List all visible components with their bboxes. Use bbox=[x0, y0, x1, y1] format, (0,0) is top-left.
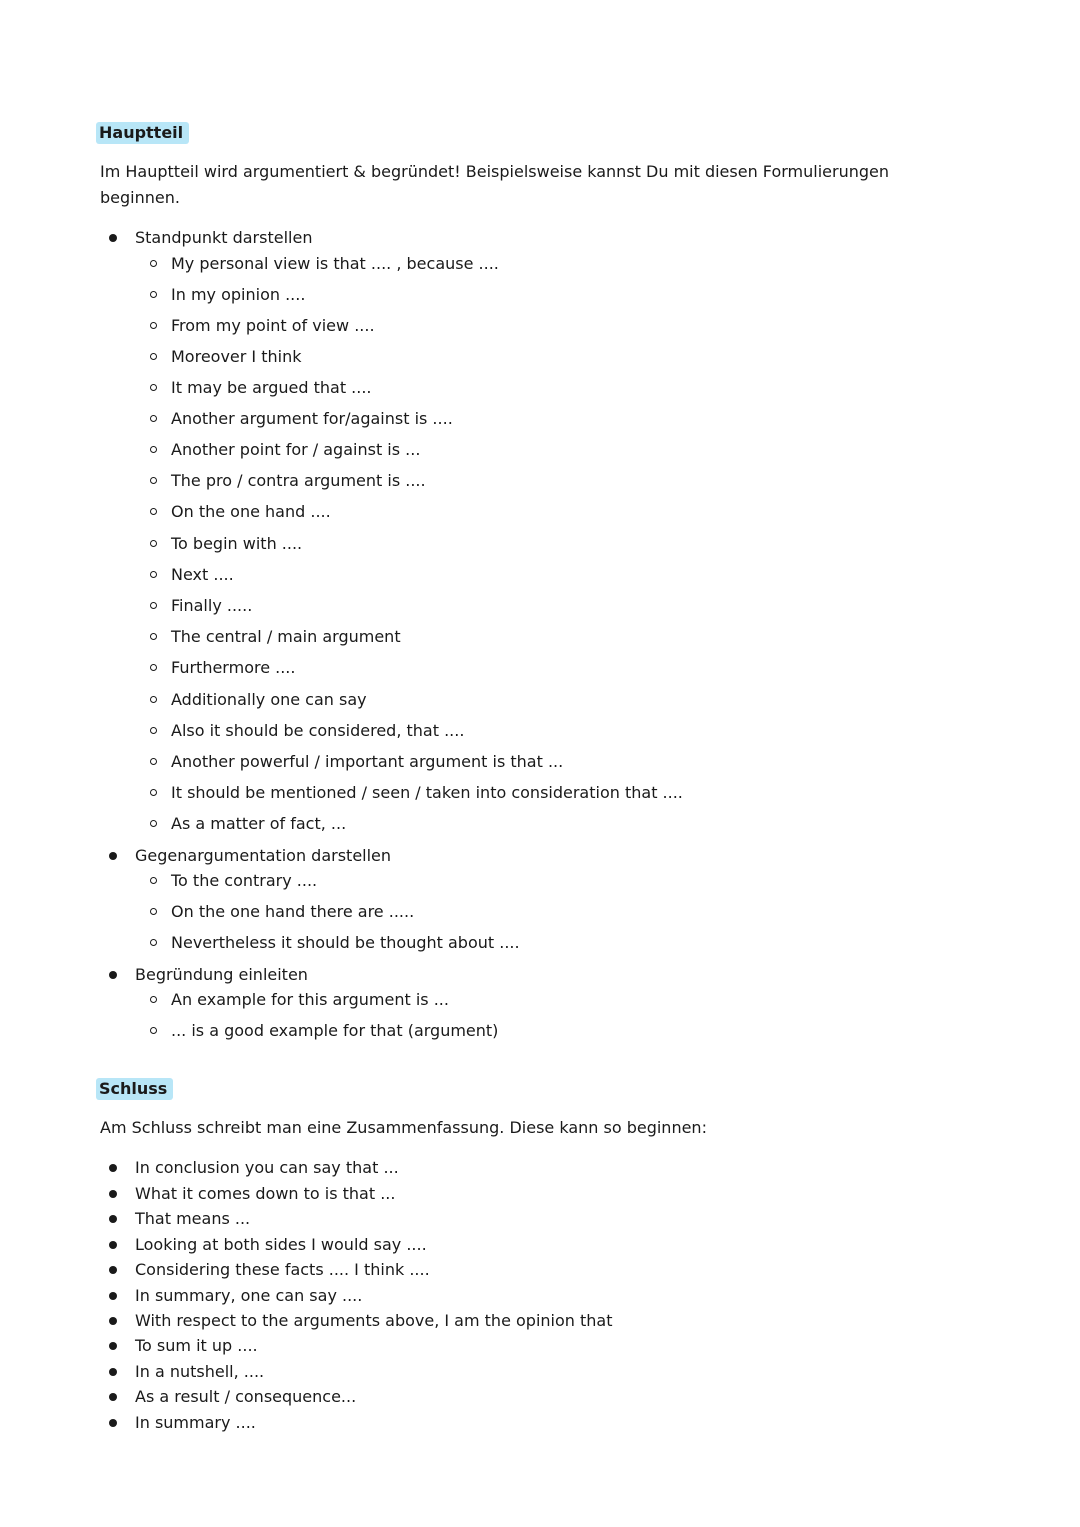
phrase-text: To sum it up .... bbox=[135, 1336, 258, 1355]
phrase-text: ... is a good example for that (argument) bbox=[171, 1021, 499, 1040]
bullet-circle-icon bbox=[150, 996, 157, 1003]
bullet-circle-icon bbox=[150, 758, 157, 765]
phrase-text: My personal view is that .... , because .... bbox=[171, 254, 499, 273]
phrase-text: What it comes down to is that ... bbox=[135, 1184, 396, 1203]
phrase-text: In a nutshell, .... bbox=[135, 1362, 265, 1381]
phrase-text: In summary .... bbox=[135, 1413, 256, 1432]
bullet-circle-icon bbox=[150, 602, 157, 609]
bullet-dot-icon bbox=[109, 1241, 117, 1249]
bullet-circle-icon bbox=[150, 291, 157, 298]
sub-bullet-item bbox=[171, 751, 563, 773]
phrase-text: On the one hand .... bbox=[171, 502, 331, 521]
sub-bullet-item bbox=[171, 870, 317, 892]
bullet-circle-icon bbox=[150, 260, 157, 267]
bullet-item bbox=[135, 1285, 362, 1307]
sub-bullet-item bbox=[171, 626, 401, 648]
phrase-text: Finally ..... bbox=[171, 596, 253, 615]
phrase-text: Nevertheless it should be thought about .... bbox=[171, 933, 520, 952]
sub-bullet-item bbox=[171, 346, 302, 368]
phrase-text: As a matter of fact, ... bbox=[171, 814, 347, 833]
bullet-circle-icon bbox=[150, 415, 157, 422]
group-title: Standpunkt darstellen bbox=[135, 228, 313, 247]
bullet-circle-icon bbox=[150, 789, 157, 796]
bullet-dot-icon bbox=[109, 1368, 117, 1376]
sub-bullet-item bbox=[171, 470, 426, 492]
sub-bullet-item bbox=[171, 284, 305, 306]
bullet-circle-icon bbox=[150, 540, 157, 547]
bullet-item bbox=[135, 1412, 256, 1434]
phrase-text: Another argument for/against is .... bbox=[171, 409, 453, 428]
bullet-circle-icon bbox=[150, 664, 157, 671]
bullet-circle-icon bbox=[150, 696, 157, 703]
phrase-text: Next .... bbox=[171, 565, 234, 584]
phrase-text: Moreover I think bbox=[171, 347, 302, 366]
bullet-circle-icon bbox=[150, 508, 157, 515]
bullet-item bbox=[135, 845, 391, 867]
bullet-dot-icon bbox=[109, 1292, 117, 1300]
bullet-circle-icon bbox=[150, 384, 157, 391]
bullet-item bbox=[135, 1335, 258, 1357]
phrase-text: As a result / consequence... bbox=[135, 1387, 357, 1406]
sub-bullet-item bbox=[171, 657, 295, 679]
phrase-text: Additionally one can say bbox=[171, 690, 367, 709]
bullet-circle-icon bbox=[150, 908, 157, 915]
bullet-circle-icon bbox=[150, 633, 157, 640]
phrase-text: In summary, one can say .... bbox=[135, 1286, 363, 1305]
phrase-text: Considering these facts .... I think .... bbox=[135, 1260, 430, 1279]
sub-bullet-item bbox=[171, 813, 346, 835]
group-title: Begründung einleiten bbox=[135, 965, 308, 984]
phrase-text: Another powerful / important argument is that ... bbox=[171, 752, 564, 771]
phrase-text: An example for this argument is ... bbox=[171, 990, 449, 1009]
bullet-circle-icon bbox=[150, 353, 157, 360]
bullet-circle-icon bbox=[150, 939, 157, 946]
sub-bullet-item bbox=[171, 501, 331, 523]
phrase-text: From my point of view .... bbox=[171, 316, 375, 335]
phrase-text: That means ... bbox=[135, 1209, 251, 1228]
bullet-dot-icon bbox=[109, 1190, 117, 1198]
phrase-text: It should be mentioned / seen / taken into consideration that .... bbox=[171, 783, 683, 802]
bullet-circle-icon bbox=[150, 820, 157, 827]
bullet-circle-icon bbox=[150, 1027, 157, 1034]
group-title: Gegenargumentation darstellen bbox=[135, 846, 392, 865]
phrase-text: Also it should be considered, that .... bbox=[171, 721, 465, 740]
phrase-text: The central / main argument bbox=[171, 627, 401, 646]
phrase-text: With respect to the arguments above, I am the opinion that bbox=[135, 1311, 613, 1330]
phrase-text: Another point for / against is ... bbox=[171, 440, 421, 459]
bullet-dot-icon bbox=[109, 1317, 117, 1325]
bullet-item bbox=[135, 1234, 427, 1256]
sub-bullet-item bbox=[171, 989, 449, 1011]
phrase-text: To the contrary .... bbox=[171, 871, 318, 890]
bullet-dot-icon bbox=[109, 1164, 117, 1172]
bullet-circle-icon bbox=[150, 571, 157, 578]
sub-bullet-item bbox=[171, 901, 414, 923]
bullet-dot-icon bbox=[109, 1215, 117, 1223]
bullet-item bbox=[135, 964, 308, 986]
sub-bullet-item bbox=[171, 315, 375, 337]
bullet-dot-icon bbox=[109, 852, 117, 860]
sub-bullet-item bbox=[171, 595, 252, 617]
bullet-item bbox=[135, 1183, 395, 1205]
sub-bullet-item bbox=[171, 782, 683, 804]
bullet-dot-icon bbox=[109, 1419, 117, 1427]
phrase-text: On the one hand there are ..... bbox=[171, 902, 415, 921]
bullet-circle-icon bbox=[150, 877, 157, 884]
phrase-text: To begin with .... bbox=[171, 534, 303, 553]
sub-bullet-item bbox=[171, 533, 302, 555]
bullet-dot-icon bbox=[109, 1342, 117, 1350]
bullet-dot-icon bbox=[109, 1266, 117, 1274]
bullet-item bbox=[135, 1310, 612, 1332]
sub-bullet-item bbox=[171, 439, 420, 461]
sub-bullet-item bbox=[171, 1020, 498, 1042]
bullet-item bbox=[135, 1157, 399, 1179]
bullet-circle-icon bbox=[150, 446, 157, 453]
bullet-dot-icon bbox=[109, 1393, 117, 1401]
bullet-item bbox=[135, 1208, 250, 1230]
bullet-item bbox=[135, 227, 312, 249]
schluss-intro: Am Schluss schreibt man eine Zusammenfassung. Diese kann so beginnen: bbox=[100, 1118, 707, 1137]
phrase-text: The pro / contra argument is .... bbox=[171, 471, 426, 490]
phrase-text: Furthermore .... bbox=[171, 658, 296, 677]
sub-bullet-item bbox=[171, 377, 372, 399]
sub-bullet-item bbox=[171, 564, 234, 586]
bullet-circle-icon bbox=[150, 477, 157, 484]
phrase-text: In conclusion you can say that ... bbox=[135, 1158, 399, 1177]
sub-bullet-item bbox=[171, 689, 367, 711]
phrase-text: In my opinion .... bbox=[171, 285, 306, 304]
bullet-circle-icon bbox=[150, 727, 157, 734]
section-heading-schluss: Schluss bbox=[96, 1078, 173, 1100]
sub-bullet-item bbox=[171, 720, 464, 742]
sub-bullet-item bbox=[171, 932, 520, 954]
phrase-text: Looking at both sides I would say .... bbox=[135, 1235, 427, 1254]
bullet-item bbox=[135, 1259, 430, 1281]
bullet-item bbox=[135, 1386, 356, 1408]
section-heading-hauptteil: Hauptteil bbox=[96, 122, 189, 144]
bullet-item bbox=[135, 1361, 264, 1383]
hauptteil-intro: Im Hauptteil wird argumentiert & begründet! Beispielsweise kannst Du mit diesen Formulierungen beginnen. bbox=[100, 162, 889, 207]
sub-bullet-item bbox=[171, 408, 453, 430]
phrase-text: It may be argued that .... bbox=[171, 378, 372, 397]
bullet-dot-icon bbox=[109, 234, 117, 242]
bullet-dot-icon bbox=[109, 971, 117, 979]
bullet-circle-icon bbox=[150, 322, 157, 329]
sub-bullet-item bbox=[171, 253, 499, 275]
